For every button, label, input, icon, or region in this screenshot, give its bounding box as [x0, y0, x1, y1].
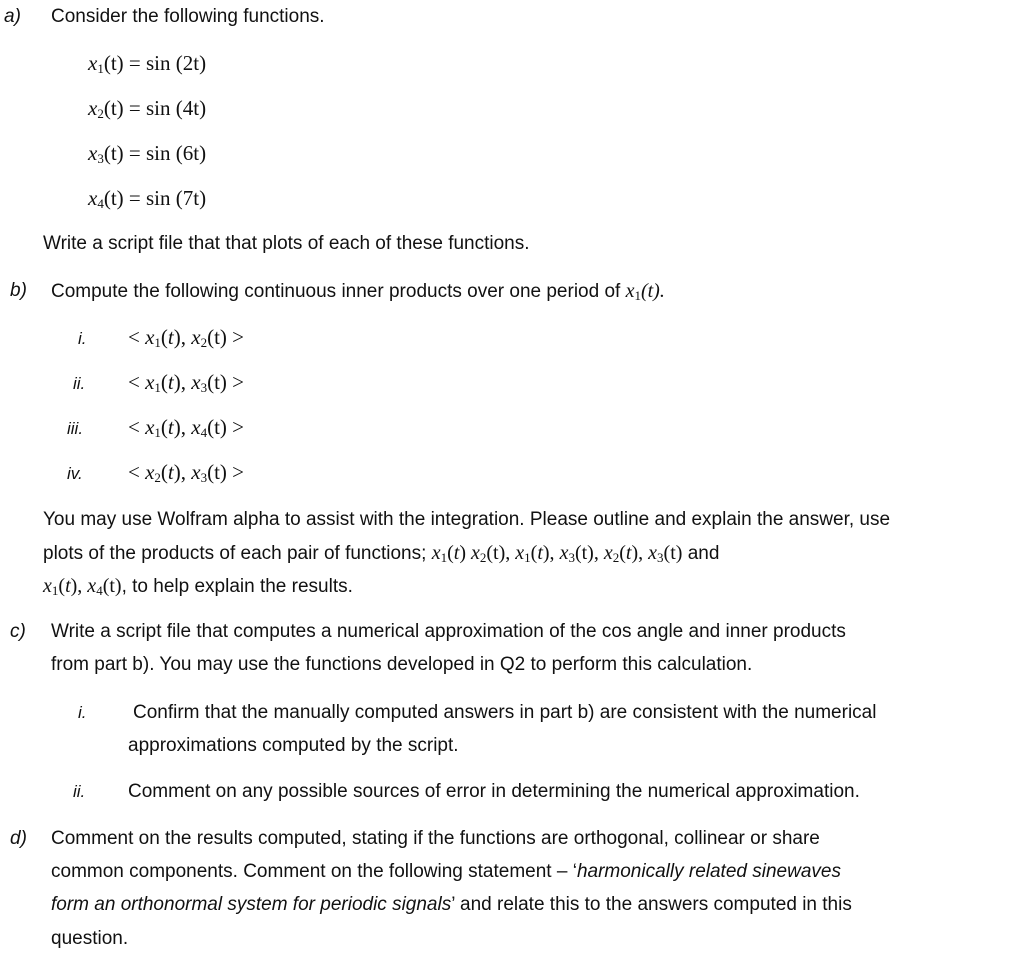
part-c-line1: Write a script file that computes a numerical approximation of the cos angle and inner products: [51, 621, 846, 642]
inner-product-b-i: < $x_1(t)$, $x_2(t)$ >: [128, 325, 245, 350]
part-d-marker: d): [10, 828, 27, 849]
function-x2: $x_2(t) = \sin (4t)$: [88, 96, 207, 121]
part-a-task: Write a script file that that plots of each of these functions.: [43, 233, 530, 254]
inner-product-b-iv: < $x_2(t)$, $x_3(t)$ >: [128, 460, 245, 485]
part-d-line1: Comment on the results computed, stating if the functions are orthogonal, collinear or share: [51, 828, 820, 849]
part-a-marker: a): [4, 6, 21, 27]
part-d-line2: common components. Comment on the following statement – ‘harmonically related sinewaves: [51, 861, 841, 882]
part-a-intro: Consider the following functions.: [51, 6, 325, 27]
part-b-intro: Compute the following continuous inner products over one period of $x_1(t)$.: [51, 280, 665, 303]
inner-product-b-ii: < $x_1(t)$, $x_3(t)$ >: [128, 370, 245, 395]
function-x3: $x_3(t) = \sin (6t)$: [88, 141, 207, 166]
part-b-marker: b): [10, 280, 27, 301]
part-b-note-line1: You may use Wolfram alpha to assist with the integration. Please outline and explain the answer, use: [43, 509, 891, 530]
item-c-i-line1: Confirm that the manually computed answers in part b) are consistent with the numerical: [133, 702, 877, 723]
inner-product-b-iii: < $x_1(t)$, $x_4(t)$ >: [128, 415, 245, 440]
item-b-i-number: i.: [78, 329, 87, 348]
part-b-note-line3: $x_1(t)$, $x_4(t)$, to help explain the results.: [43, 575, 353, 598]
function-x4: $x_4(t) = \sin (7t)$: [88, 186, 207, 211]
part-d-line3: form an orthonormal system for periodic signals’ and relate this to the answers computed in this: [51, 894, 852, 915]
item-b-iii-number: iii.: [67, 419, 84, 438]
part-c-line2: from part b). You may use the functions developed in Q2 to perform this calculation.: [51, 654, 753, 675]
part-d-line4: question.: [51, 928, 129, 949]
item-c-i-number: i.: [78, 703, 87, 722]
item-c-ii-number: ii.: [73, 782, 86, 801]
item-b-ii-number: ii.: [73, 374, 86, 393]
function-x1: $x_1(t) = \sin (2t)$: [88, 51, 207, 76]
part-b-note-line2: plots of the products of each pair of functions; $x_1(t)$ $x_2(t)$, $x_1(t)$, $x_3(t)$, $x_2(t)$, $x_3(t)$ and: [43, 542, 720, 565]
item-c-i-line2: approximations computed by the script.: [128, 735, 459, 756]
part-c-marker: c): [10, 621, 26, 642]
item-b-iv-number: iv.: [67, 464, 83, 483]
item-c-ii-line1: Comment on any possible sources of error in determining the numerical approximation.: [128, 781, 860, 802]
